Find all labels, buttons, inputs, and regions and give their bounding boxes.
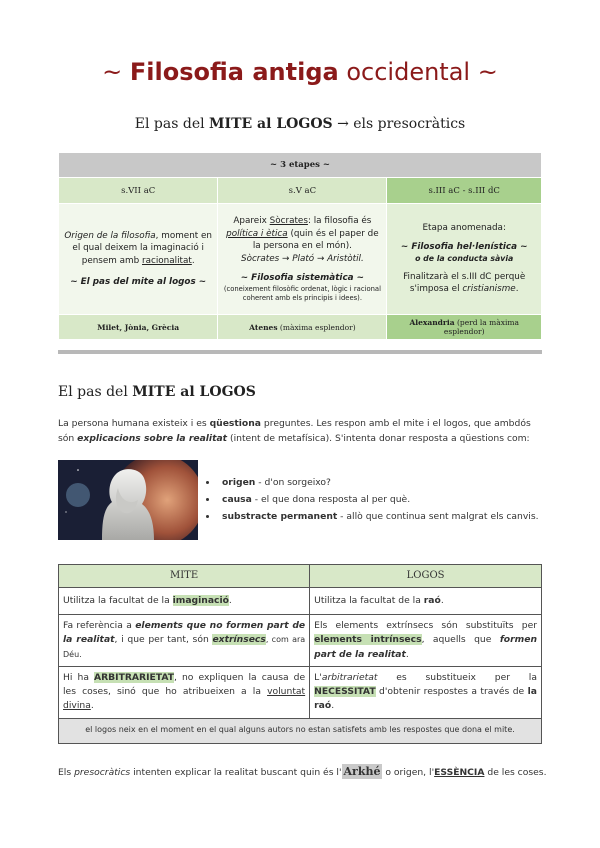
philosopher-bust-image: [58, 460, 198, 540]
stages-table: [58, 152, 542, 340]
stage-3-description: Etapa anomenada: ~ Filosofia hel·lenística ~ o de la conducta sàvia Finalitzarà el s.III dC perquè s'imposa el cristianisme.: [387, 204, 542, 315]
stage-1-description: Origen de la filosofia, moment en el qual deixem la imaginació i pensem amb racionalitat. ~ El pas del mite al logos ~: [59, 204, 218, 315]
period-2: s.V aC: [218, 178, 387, 204]
table-cell: Hi ha ARBITRARIETAT, no expliquen la causa de les coses, sinó que ho atribueixen a la voluntat divina.: [59, 666, 310, 718]
logos-header: LOGOS: [310, 565, 542, 588]
list-item: • origen - d'on sorgeixo?: [218, 474, 539, 491]
place-2: Atenes (màxima esplendor): [218, 315, 387, 340]
list-item: • causa - el que dona resposta al per què.: [218, 491, 539, 508]
mite-logos-table: [58, 564, 542, 744]
stages-header: ~ 3 etapes ~: [59, 153, 542, 178]
list-item: • substracte permanent - allò que continua sent malgrat els canvis.: [218, 508, 539, 525]
intro-paragraph: La persona humana existeix i es qüestiona preguntes. Les respon amb el mite i el logos, que ambdós són explicacions sobre la realitat (intent de metafísica). S'intenta donar resposta a qüestions com:: [58, 418, 531, 444]
mite-header: MITE: [59, 565, 310, 588]
table-cell: Utilitza la facultat de la imaginació.: [59, 588, 310, 615]
main-title: ~ Filosofia antiga occidental ~: [102, 58, 498, 86]
table-cell: Utilitza la facultat de la raó.: [310, 588, 542, 615]
table-cell: Els elements extrínsecs són substituïts per elements intrínsecs, aquells que formen part de la realitat.: [310, 615, 542, 667]
place-3: Alexandria (perd la màxima esplendor): [387, 315, 542, 340]
section-title: El pas del MITE al LOGOS: [58, 384, 256, 400]
period-3: s.III aC - s.III dC: [387, 178, 542, 204]
table-footer: el logos neix en el moment en el qual alguns autors no estan satisfets amb les respostes que dona el mite.: [59, 718, 542, 743]
questions-list: [200, 474, 539, 525]
place-1: Milet, Jònia, Grècia: [59, 315, 218, 340]
subtitle: El pas del MITE al LOGOS → els presocràtics: [134, 116, 466, 132]
table-cell: L'arbitrarietat es substitueix per la NECESSITAT d'obtenir respostes a través de la raó.: [310, 666, 542, 718]
table-cell: Fa referència a elements que no formen part de la realitat, i que per tant, són extrínsecs, com ara Déu.: [59, 615, 310, 667]
period-1: s.VII aC: [59, 178, 218, 204]
divider: [58, 350, 542, 354]
closing-paragraph: Els presocràtics intenten explicar la realitat buscant quin és l' Arkhé o origen, l'ESSÈNCIA de les coses.: [58, 765, 547, 778]
stage-2-description: Apareix Sòcrates: la filosofia és política i ètica (quin és el paper de la persona en el món). Sòcrates → Plató → Aristòtil. ~ Filosofia sistemàtica ~ (coneixement filosòfic ordenat, lògic i racional coherent amb els principis i idees).: [218, 204, 387, 315]
